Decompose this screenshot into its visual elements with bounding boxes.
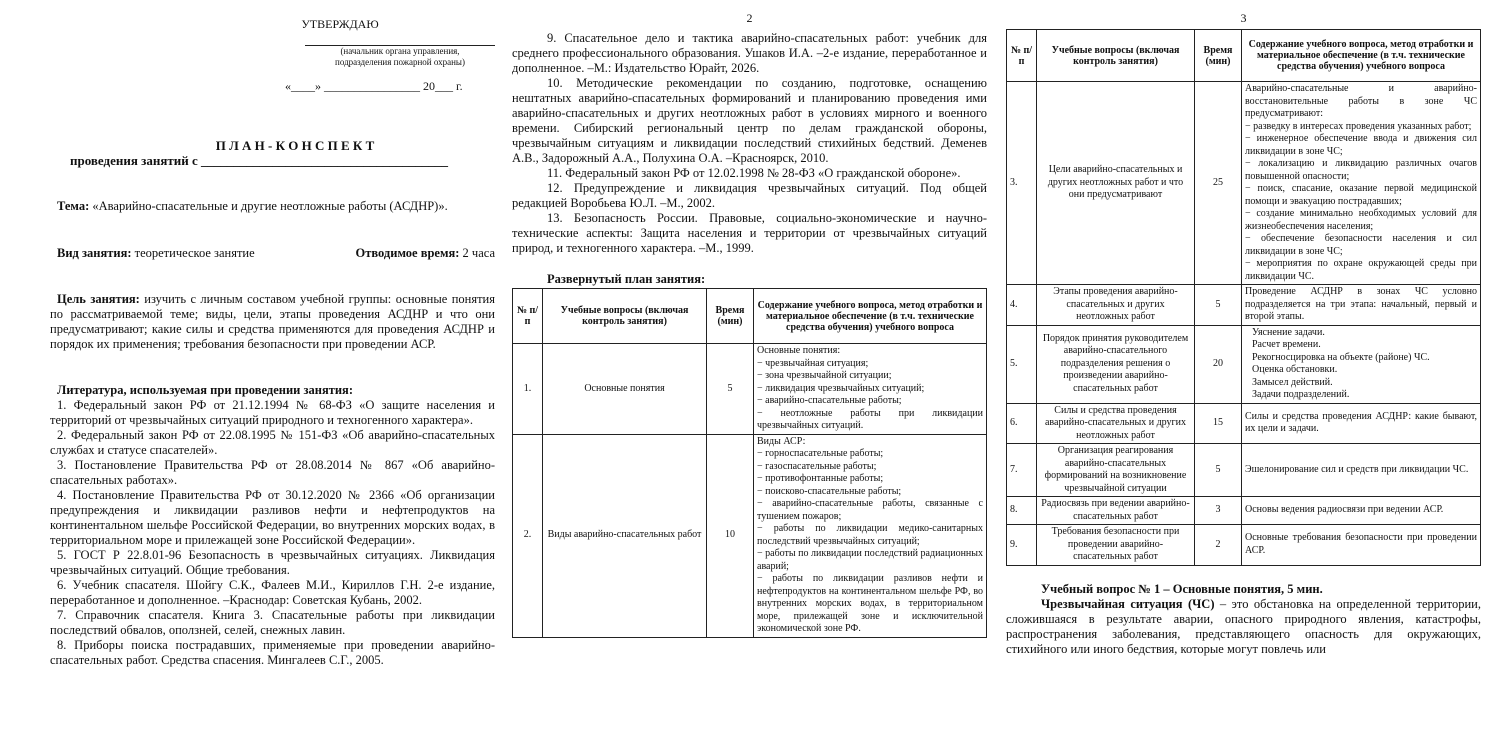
question-1-paragraph — [1006, 597, 1481, 657]
question-1-title: Учебный вопрос № 1 – Основные понятия, 5 мин. — [1041, 581, 1323, 596]
table-row — [1007, 403, 1481, 444]
table-header-row — [513, 289, 987, 344]
approve-line — [305, 32, 495, 46]
lesson-type-value: теоретическое занятие — [131, 246, 255, 260]
table-header-row — [1007, 30, 1481, 82]
table-row — [1007, 525, 1481, 566]
approve-sub-1: (начальник органа управления, — [340, 46, 460, 56]
approve-label: УТВЕРЖДАЮ — [301, 17, 379, 31]
content-line: Расчет времени. — [1252, 339, 1321, 350]
literature-item: 13. Безопасность России. Правовые, социально-экономические и научно-технические аспекты: Защита населения и территории от чрезвычайных ситуаций природ, и техногенного характера. –М., 1999. — [512, 211, 987, 255]
row-content — [754, 434, 987, 637]
literature-item: 3. Постановление Правительства РФ от 28.08.2014 № 867 «Об аварийно-спасательных работах». — [50, 458, 495, 487]
row-question: Требования безопасности при проведении аварийно-спасательных работ — [1037, 525, 1195, 566]
content-line: Замысел действий. — [1252, 376, 1333, 388]
content-line: − инженерное обеспечение ввода и движения сил ликвидации в зоне ЧС; — [1245, 133, 1477, 157]
content-line: − обеспечение безопасности населения и сил ликвидации в зоне ЧС; — [1245, 233, 1477, 257]
row-content: Основы ведения радиосвязи при ведении АСР. — [1242, 497, 1481, 525]
row-question: Организация реагирования аварийно-спасательных формирований на возникновение чрезвычайной ситуации — [1037, 444, 1195, 497]
content-line: Рекогносцировка на объекте (районе) ЧС. — [1252, 351, 1430, 363]
term-emergency: Чрезвычайная ситуация (ЧС) — [1041, 596, 1215, 611]
content-line: Основные понятия: — [757, 345, 841, 356]
table-row — [1007, 285, 1481, 326]
row-num: 1. — [513, 344, 543, 435]
table-row — [1007, 82, 1481, 285]
page-number: 2 — [746, 11, 753, 25]
content-line: − работы по ликвидации последствий радиационных аварий; — [757, 548, 983, 572]
literature-item: 6. Учебник спасателя. Шойгу С.К., Фалеев М.И., Кириллов Г.Н. 2-е издание, переработанное и дополненное. –Краснодар: Советская Кубань, 2002. — [50, 578, 495, 607]
document-title: П Л А Н - К О Н С П Е К Т — [215, 138, 375, 153]
row-time: 2 — [1195, 525, 1242, 566]
content-line: − противофонтанные работы; — [757, 473, 884, 484]
content-line: − поисково-спасательные работы; — [757, 485, 902, 497]
term-definition: – это обстановка на определенной территории, сложившаяся в результате аварии, опасного природного явления, катастрофы, распространения заболевания, представляющего опасность для окружающих, стихийного или иного бедствия, которые могут повлечь или — [1006, 596, 1481, 656]
content-line: Виды АСР: — [757, 435, 806, 447]
literature-item: 4. Постановление Правительства РФ от 30.12.2020 № 2366 «Об организации предупреждения и ликвидации разливов нефти и нефтепродуктов на континентальном шельфе Российской Федерации, во внутренних морских водах, в территориальном море и прилежащей зоне Российской Федерации». — [50, 488, 495, 547]
header-time: Время (мин) — [707, 289, 754, 344]
literature-title: Литература, используемая при проведении занятия: — [57, 383, 353, 397]
page-1 — [50, 0, 495, 729]
approve-sub-2: подразделения пожарной охраны) — [335, 57, 465, 67]
content-line: − мероприятия по охране окружающей среды при ликвидации ЧС. — [1245, 258, 1477, 282]
header-questions: Учебные вопросы (включая контроль занятия) — [1037, 30, 1195, 82]
row-content — [1242, 325, 1481, 403]
table-row — [513, 344, 987, 435]
row-content: Эшелонирование сил и средств при ликвидации ЧС. — [1242, 444, 1481, 497]
row-content — [754, 344, 987, 435]
row-time: 20 — [1195, 325, 1242, 403]
row-question: Этапы проведения аварийно-спасательных и других неотложных работ — [1037, 285, 1195, 326]
document-subtitle: проведения занятий с ______________________________________ — [70, 153, 449, 168]
topic-value: «Аварийно-спасательные и другие неотложные работы (АСДНР)». — [89, 199, 448, 213]
content-line: − создание минимально необходимых условий для жизнеобеспечения населения; — [1245, 208, 1477, 232]
literature-item: 9. Спасательное дело и тактика аварийно-спасательных работ: учебник для среднего профессионального образования. Ушаков И.А. –2-е издание, переработанное и дополненное. –М.: Издательство Юрайт, 2026. — [512, 31, 987, 75]
content-line: − аварийно-спасательные работы, связанные с тушением пожаров; — [757, 498, 983, 522]
row-question: Основные понятия — [543, 344, 707, 435]
content-line: Уяснение задачи. — [1252, 326, 1325, 338]
content-line: − неотложные работы при ликвидации чрезвычайных ситуаций. — [757, 407, 983, 431]
content-line: Оценка обстановки. — [1252, 364, 1338, 375]
row-question: Радиосвязь при ведении аварийно-спасательных работ — [1037, 497, 1195, 525]
row-num: 2. — [513, 434, 543, 637]
literature-item: 8. Приборы поиска пострадавших, применяемые при проведении аварийно-спасательных работ. Средства спасения. Мингалеев С.Г., 2005. — [50, 638, 495, 667]
page-2 — [512, 0, 987, 729]
content-line: − чрезвычайная ситуация; — [757, 357, 869, 369]
header-time: Время (мин) — [1195, 30, 1242, 82]
literature-item: 10. Методические рекомендации по созданию, подготовке, оснащению нештатных аварийно-спасательных формирований и планированию проведения ими аварийно-спасательных и других неотложных работ в условиях мирного и военного времени. Сибирский региональный центр по делам гражданской обороны, чрезвычайным ситуациям и ликвидации последствий стихийных бедствий. Деменев А.В., Задорожный А.А., Полухина О.А. –Красноярск, 2010. — [512, 76, 987, 165]
goal-value: изучить с личным составом учебной группы: основные понятия по рассматриваемой теме; виды, цели, этапы проведения АСДНР и что они предусматривают; какие силы и средства применяются для проведения АСДНР и порядок их применения; требования безопасности при проведении АСР. — [50, 292, 495, 351]
header-content: Содержание учебного вопроса, метод отработки и материальное обеспечение (в т.ч. технические средства обучения) учебного вопроса — [754, 289, 987, 344]
row-question: Порядок принятия руководителем аварийно-спасательного подразделения решения о произведении аварийно-спасательных работ — [1037, 325, 1195, 403]
content-line: − газоспасательные работы; — [757, 460, 877, 472]
content-line: Задачи подразделений. — [1252, 389, 1350, 400]
row-content — [1242, 82, 1481, 285]
type-time-line — [57, 246, 495, 261]
header-questions: Учебные вопросы (включая контроль занятия) — [543, 289, 707, 344]
topic-label: Тема: — [57, 199, 90, 213]
literature-item: 11. Федеральный закон РФ от 12.02.1998 № 28-ФЗ «О гражданской обороне». — [547, 166, 961, 180]
row-num: 8. — [1007, 497, 1037, 525]
row-time: 5 — [1195, 285, 1242, 326]
row-num: 7. — [1007, 444, 1037, 497]
row-time: 15 — [1195, 403, 1242, 444]
content-line: − зона чрезвычайной ситуации; — [757, 370, 892, 381]
page-number: 3 — [1240, 11, 1247, 25]
content-line: Аварийно-спасательные и аварийно-восстановительные работы в зоне ЧС предусматривают: — [1245, 83, 1477, 119]
row-content: Основные требования безопасности при проведении АСР. — [1242, 525, 1481, 566]
literature-item: 12. Предупреждение и ликвидация чрезвычайных ситуаций. Под общей редакцией Воробьева Ю.Л. –М., 2002. — [512, 181, 987, 210]
goal-paragraph — [50, 292, 495, 352]
plan-title: Развернутый план занятия: — [547, 272, 706, 286]
row-num: 6. — [1007, 403, 1037, 444]
row-num: 4. — [1007, 285, 1037, 326]
row-content: Силы и средства проведения АСДНР: какие бывают, их цели и задачи. — [1242, 403, 1481, 444]
row-time: 3 — [1195, 497, 1242, 525]
literature-item: 1. Федеральный закон РФ от 21.12.1994 № 68-ФЗ «О защите населения и территорий от чрезвычайных ситуаций природного и техногенного характера». — [50, 398, 495, 427]
literature-item: 7. Справочник спасателя. Книга 3. Спасательные работы при ликвидации последствий обвалов, оползней, селей, снежных лавин. — [50, 608, 495, 637]
header-num: № п/п — [1007, 30, 1037, 82]
row-num: 5. — [1007, 325, 1037, 403]
row-time: 5 — [1195, 444, 1242, 497]
lesson-type-label: Вид занятия: — [57, 246, 132, 260]
content-line: − разведку в интересах проведения указанных работ; — [1245, 120, 1472, 132]
content-line: − локализацию и ликвидацию различных очагов повышенной опасности; — [1245, 158, 1477, 182]
row-num: 9. — [1007, 525, 1037, 566]
table-row — [1007, 444, 1481, 497]
row-time: 25 — [1195, 82, 1242, 285]
row-question: Цели аварийно-спасательных и других неотложных работ и что они предусматривают — [1037, 82, 1195, 285]
header-num: № п/п — [513, 289, 543, 344]
row-question: Виды аварийно-спасательных работ — [543, 434, 707, 637]
literature-item: 2. Федеральный закон РФ от 22.08.1995 № 151-ФЗ «Об аварийно-спасательных службах и статусе спасателей». — [50, 428, 495, 457]
topic-line — [57, 199, 495, 214]
content-line: − поиск, спасание, оказание первой медицинской помощи и эвакуацию пострадавших; — [1245, 183, 1477, 207]
row-time: 5 — [707, 344, 754, 435]
plan-table-continued — [1006, 29, 1481, 566]
literature-item: 5. ГОСТ Р 22.8.01-96 Безопасность в чрезвычайных ситуациях. Ликвидация чрезвычайных ситуаций. Общие требования. — [50, 548, 495, 577]
plan-table — [512, 288, 987, 638]
content-line: − работы по ликвидации разливов нефти и нефтепродуктов на континентальном шельфе РФ, во внутренних морских водах, в территориальном море, прилежащей зоне и исключительной экономической зоне РФ. — [757, 573, 983, 634]
content-line: − горноспасательные работы; — [757, 448, 884, 459]
approve-date: «____» ________________ 20___ г. — [285, 79, 463, 93]
lesson-time-label: Отводимое время: — [355, 246, 460, 260]
content-line: − ликвидация чрезвычайных ситуаций; — [757, 382, 925, 394]
table-row — [513, 434, 987, 637]
row-time: 10 — [707, 434, 754, 637]
page-3 — [1006, 0, 1481, 729]
content-line: − работы по ликвидации медико-санитарных последствий чрезвычайных ситуаций; — [757, 523, 983, 547]
row-content: Проведение АСДНР в зонах ЧС условно подразделяется на три этапа: начальный, первый и второй этапы. — [1242, 285, 1481, 326]
row-question: Силы и средства проведения аварийно-спасательных и других неотложных работ — [1037, 403, 1195, 444]
goal-label: Цель занятия: — [57, 292, 140, 306]
lesson-time-value: 2 часа — [459, 246, 495, 260]
table-row — [1007, 325, 1481, 403]
row-num: 3. — [1007, 82, 1037, 285]
content-line: − аварийно-спасательные работы; — [757, 395, 902, 406]
table-row — [1007, 497, 1481, 525]
header-content: Содержание учебного вопроса, метод отработки и материальное обеспечение (в т.ч. технические средства обучения) учебного вопроса — [1242, 30, 1481, 82]
